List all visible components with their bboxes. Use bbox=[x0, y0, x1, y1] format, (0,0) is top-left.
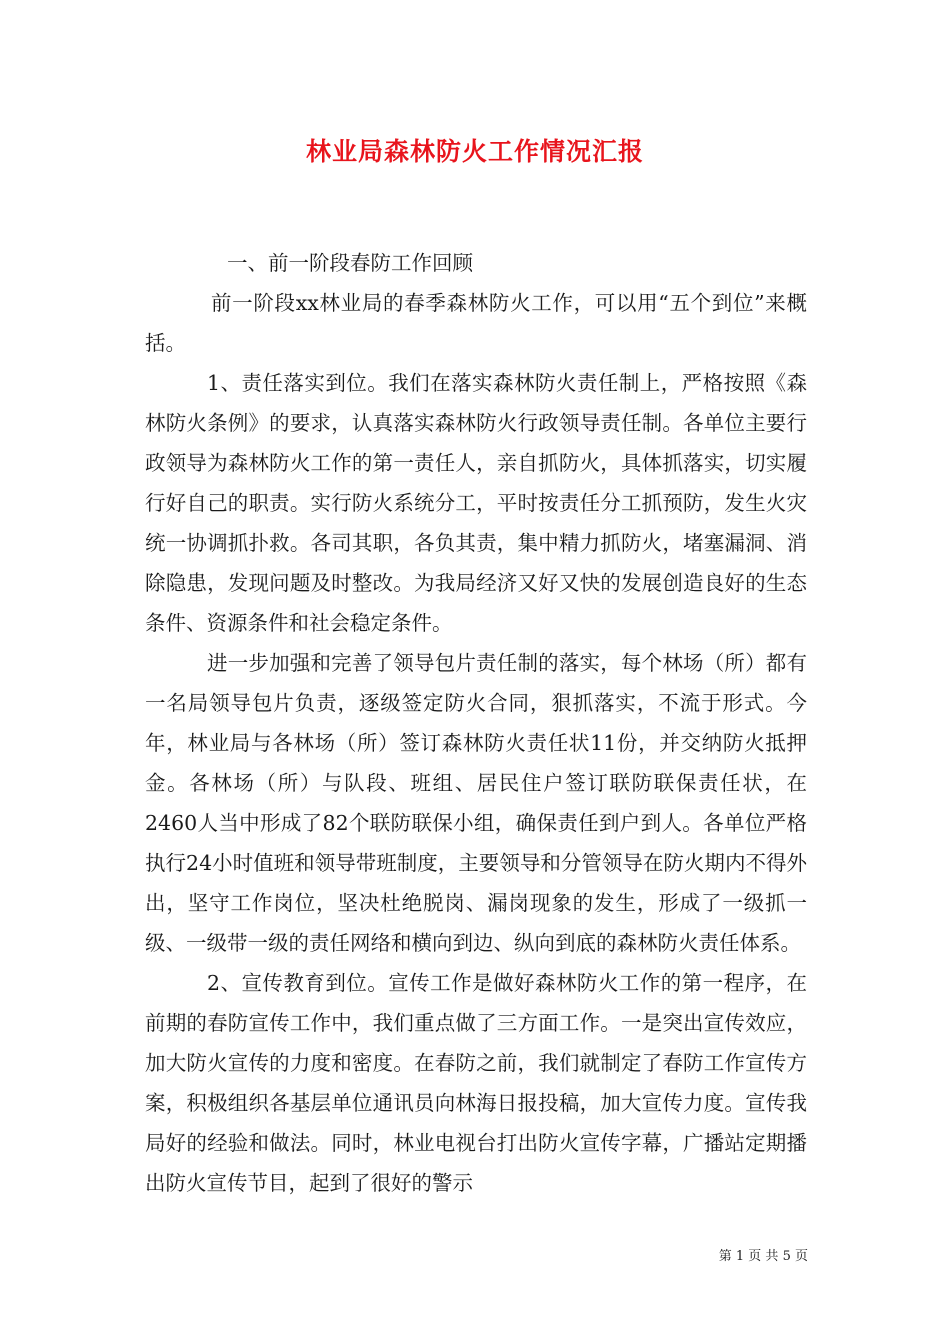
total-page-count: 5 bbox=[782, 1249, 791, 1264]
current-page-number: 1 bbox=[735, 1249, 745, 1264]
footer-prefix: 第 bbox=[718, 1249, 732, 1264]
document-title: 林业局森林防火工作情况汇报 bbox=[305, 137, 644, 166]
section-heading: 一、前一阶段春防工作回顾 bbox=[227, 251, 473, 275]
document-body bbox=[145, 243, 807, 1203]
paragraph: 2、宣传教育到位。宣传工作是做好森林防火工作的第一程序，在前期的春防宣传工作中，我们重点做了三方面工作。一是突出宣传效应，加大防火宣传的力度和密度。在春防之前，我们就制定了春防工作宣传方案，积极组织各基层单位通讯员向林海日报投稿，加大宣传力度。宣传我局好的经验和做法。同时，林业电视台打出防火宣传字幕，广播站定期播出防火宣传节目，起到了很好的警示 bbox=[145, 971, 807, 1195]
page-number-footer bbox=[700, 1245, 808, 1264]
paragraph: 前一阶段xx林业局的春季森林防火工作，可以用“五个到位”来概括。 bbox=[145, 291, 807, 355]
footer-suffix: 页 bbox=[794, 1249, 808, 1264]
footer-middle: 页 共 bbox=[748, 1249, 779, 1264]
paragraph: 1、责任落实到位。我们在落实森林防火责任制上，严格按照《森林防火条例》的要求，认真落实森林防火行政领导责任制。各单位主要行政领导为森林防火工作的第一责任人，亲自抓防火，具体抓落实，切实履行好自己的职责。实行防火系统分工，平时按责任分工抓预防，发生火灾统一协调抓扑救。各司其职，各负其责，集中精力抓防火，堵塞漏洞、消除隐患，发现问题及时整改。为我局经济又好又快的发展创造良好的生态条件、资源条件和社会稳定条件。 bbox=[145, 371, 807, 635]
paragraph: 进一步加强和完善了领导包片责任制的落实，每个林场（所）都有一名局领导包片负责，逐级签定防火合同，狠抓落实，不流于形式。今年，林业局与各林场（所）签订森林防火责任状11份，并交纳防火抵押金。各林场（所）与队段、班组、居民住户签订联防联保责任状，在2460人当中形成了82个联防联保小组，确保责任到户到人。各单位严格执行24小时值班和领导带班制度，主要领导和分管领导在防火期内不得外出，坚守工作岗位，坚决杜绝脱岗、漏岗现象的发生，形成了一级抓一级、一级带一级的责任网络和横向到边、纵向到底的森林防火责任体系。 bbox=[145, 651, 807, 955]
